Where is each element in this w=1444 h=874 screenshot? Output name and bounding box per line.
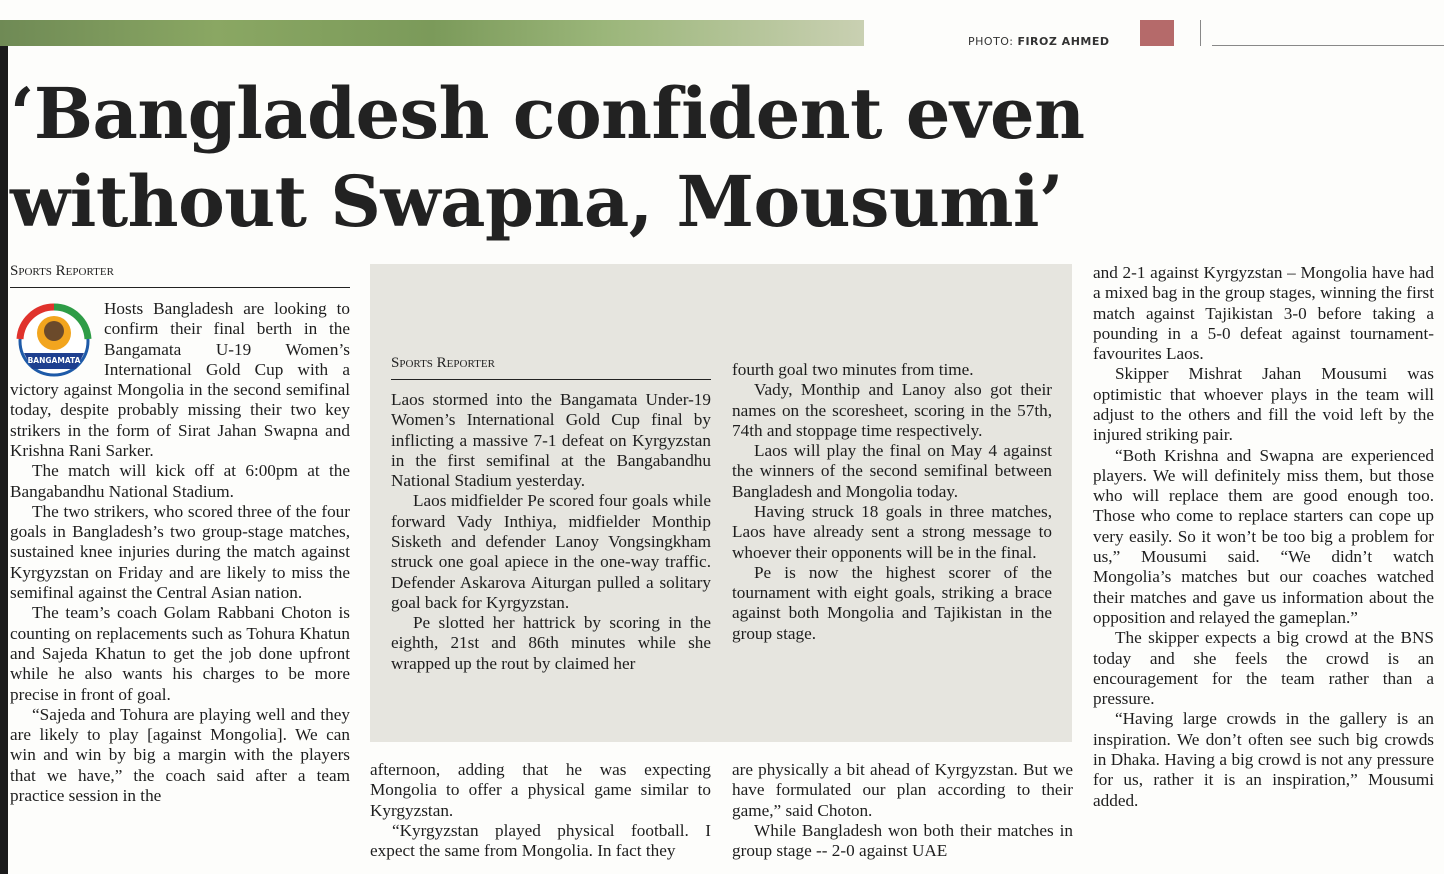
logo-text: BANGAMATA — [27, 355, 81, 365]
photo-strip — [0, 20, 864, 46]
main-paragraph: “Sajeda and Tohura are playing well and they are likely to play [against Mongolia]. We can win and win by big a margin with the players that we have,” the coach said after a team practice session in the — [10, 704, 350, 806]
photo-credit — [968, 35, 1110, 48]
main-paragraph: The two strikers, who scored three of the four goals in Bangladesh’s two group-stage matches, sustained knee injuries during the match against Kyrgyzstan on Friday and are likely to miss the semifinal against the Central Asian nation. — [10, 501, 350, 603]
main-headline-line-2: without Swapna, Mousumi’ — [10, 159, 1063, 243]
main-headline — [10, 70, 1110, 246]
box-paragraph: Having struck 18 goals in three matches, Laos have already sent a strong message to whoever their opponents will be in the final. — [732, 501, 1052, 562]
bangamata-logo — [10, 299, 98, 379]
photo-credit-label: PHOTO: — [968, 34, 1014, 48]
column-rule — [1200, 20, 1201, 46]
main-paragraph: and 2-1 against Kyrgyzstan – Mongolia have had a mixed bag in the group stages, winning the first match against Tajikistan 3-0 before taking a pounding in a 5-0 defeat against tournament-favourites Laos. — [1093, 262, 1434, 364]
box-paragraph: Pe slotted her hattrick by scoring in the eighth, 21st and 86th minutes while she wrapped up the rout by claimed her — [391, 613, 711, 673]
box-byline-rule — [391, 379, 711, 380]
main-column-3 — [732, 760, 1073, 861]
main-headline-line-1: ‘Bangladesh confident even — [10, 71, 1085, 155]
photo-credit-name: FIROZ AHMED — [1017, 34, 1110, 48]
main-paragraph: “Having large crowds in the gallery is an inspiration. We don’t often see such big crowds in Dhaka. Having a big crowd is not any pressure for us, rather it is an inspiration,” Mousumi added. — [1093, 709, 1434, 810]
box-paragraph: Laos stormed into the Bangamata Under-19 Women’s International Gold Cup final by inflicting a massive 7-1 defeat on Kyrgyzstan in the first semifinal at the Bangabandhu National Stadium yesterday. — [391, 389, 711, 491]
main-byline: Sports Reporter — [10, 262, 114, 279]
box-paragraph: Laos will play the final on May 4 against the winners of the second semifinal between Bangladesh and Mongolia today. — [732, 441, 1052, 501]
main-byline-rule — [10, 287, 350, 288]
box-paragraph: Vady, Monthip and Lanoy also got their names on the scoresheet, scoring in the 57th, 74th and stoppage time respectively. — [732, 380, 1052, 440]
column-rule-horizontal — [1212, 45, 1444, 46]
main-paragraph: afternoon, adding that he was expecting Mongolia to offer a physical game similar to Kyrgyzstan. — [370, 759, 711, 820]
box-paragraph: fourth goal two minutes from time. — [732, 359, 974, 379]
main-paragraph: Hosts Bangladesh are looking to confirm their final berth in the Bangamata U-19 Women’s International Gold Cup with a victory against Mongolia in the second semifinal today, despite probably missing their two key strikers in the form of Sirat Jahan Swapna and Krishna Rani Sarker. — [10, 298, 350, 460]
page-left-edge — [0, 20, 8, 874]
main-paragraph: The skipper expects a big crowd at the BNS today and she feels the crowd is an encouragement for the team rather than a pressure. — [1093, 628, 1434, 709]
main-paragraph: While Bangladesh won both their matches in group stage -- 2-0 against UAE — [732, 820, 1073, 861]
main-column-2 — [370, 760, 711, 861]
photo-strip-right — [1140, 20, 1174, 46]
box-paragraph: Laos midfielder Pe scored four goals while forward Vady Inthiya, midfielder Monthip Sisketh and defender Lanoy Vongsingkham struck one goal apiece in the one-way traffic. Defender Askarova Aiturgan pulled a solitary goal back for Kyrgyzstan. — [391, 491, 711, 612]
box-paragraph: Pe is now the highest scorer of the tournament with eight goals, striking a brace against both Mongolia and Tajikistan in the group stage. — [732, 562, 1052, 643]
box-byline: Sports Reporter — [391, 354, 495, 371]
main-paragraph: “Kyrgyzstan played physical football. I expect the same from Mongolia. In fact they — [370, 820, 711, 861]
main-paragraph: The team’s coach Golam Rabbani Choton is counting on replacements such as Tohura Khatun and Sajeda Khatun to get the job done upfront while he also wants his charges to be more precise in front of goal. — [10, 603, 350, 704]
main-paragraph: “Both Krishna and Swapna are experienced players. We will definitely miss them, but those who will replace them are good enough too. Those who come to replace starters can cope up very easily. So it won’t be too big a problem for us,” Mousumi said. “We didn’t watch Mongolia’s matches but our coaches watched their matches and gave us information about the opposition and relayed the gameplan.” — [1093, 445, 1434, 627]
main-column-1 — [10, 299, 350, 806]
main-paragraph: are physically a bit ahead of Kyrgyzstan. But we have formulated our plan according to their game,” said Choton. — [732, 759, 1073, 820]
main-column-4 — [1093, 263, 1434, 811]
box-column-1 — [391, 390, 711, 674]
main-paragraph: Skipper Mishrat Jahan Mousumi was optimistic that whoever plays in the team will adjust to the others and fill the void left by the injured striking pair. — [1093, 364, 1434, 445]
box-column-2 — [732, 360, 1052, 644]
main-paragraph: The match will kick off at 6:00pm at the Bangabandhu National Stadium. — [10, 461, 350, 501]
